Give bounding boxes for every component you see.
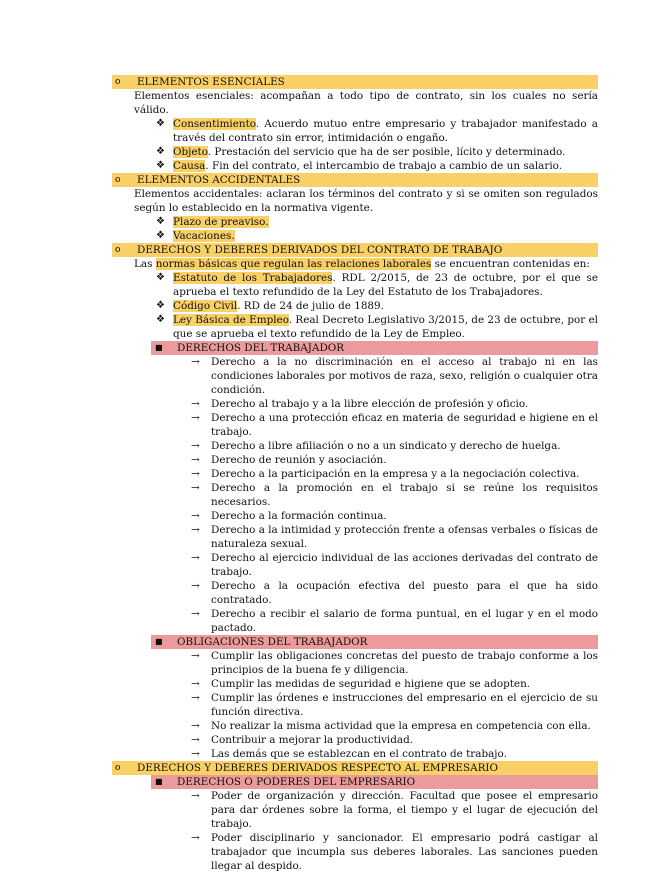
item-text: Derecho de reunión y asociación. xyxy=(211,454,387,466)
section-title: DERECHOS Y DEBERES DERIVADOS DEL CONTRATO DE TRABAJO xyxy=(137,244,503,256)
item-text: . Acuerdo mutuo entre empresario y trabajador manifestado a través del contrato sin error, intimidación o engaño. xyxy=(173,118,598,144)
item-text: . Real Decreto Legislativo 3/2015, de 23 de octubre, por el que se aprueba el texto refundido de la Ley de Empleo. xyxy=(173,314,599,340)
arrow-right-icon: → xyxy=(191,580,200,592)
highlighted-term: Código Civil xyxy=(173,300,238,312)
diamond-bullet-icon: ❖ xyxy=(156,314,165,325)
item-text: Derecho a la no discriminación en el acceso al trabajo ni en las condiciones laborales por motivos de raza, sexo, religión o cualquier otra condición. xyxy=(211,356,598,396)
subsection-title: DERECHOS O PODERES DEL EMPRESARIO xyxy=(177,776,416,788)
section-title: DERECHOS Y DEBERES DERIVADOS RESPECTO AL EMPRESARIO xyxy=(137,762,499,774)
section-title: ELEMENTOS ESENCIALES xyxy=(137,76,285,88)
subsection-heading xyxy=(151,341,598,355)
item-text: Derecho al ejercicio individual de las acciones derivadas del contrato de trabajo. xyxy=(211,552,598,578)
item-text: Derecho a la ocupación efectiva del puesto para el que ha sido contratado. xyxy=(211,580,598,606)
highlighted-term: Estatuto de los Trabajadores xyxy=(173,272,333,284)
item-text: Derecho a la formación continua. xyxy=(211,510,387,522)
diamond-bullet-icon: ❖ xyxy=(156,300,165,311)
arrow-right-icon: → xyxy=(191,608,200,620)
section-heading xyxy=(112,243,598,257)
arrow-list-item xyxy=(191,579,598,607)
arrow-list-item xyxy=(191,453,598,467)
paragraph-text: se encuentran contenidas en: xyxy=(431,258,590,270)
section-heading xyxy=(112,761,598,775)
arrow-list-item xyxy=(191,509,598,523)
arrow-list-item xyxy=(191,719,598,733)
paragraph-text: Las xyxy=(134,258,156,270)
arrow-right-icon: → xyxy=(191,440,200,452)
arrow-list-item xyxy=(191,831,598,873)
circle-bullet-icon: o xyxy=(115,77,121,87)
paragraph: Elementos esenciales: acompañan a todo tipo de contrato, sin los cuales no sería válido. xyxy=(134,90,598,116)
arrow-right-icon: → xyxy=(191,734,200,746)
list-item xyxy=(156,215,598,229)
item-text: No realizar la misma actividad que la empresa en competencia con ella. xyxy=(211,720,591,732)
arrow-right-icon: → xyxy=(191,552,200,564)
circle-bullet-icon: o xyxy=(115,763,121,773)
item-text: Cumplir las medidas de seguridad e higiene que se adopten. xyxy=(211,678,531,690)
item-text: Poder de organización y dirección. Facultad que posee el empresario para dar órdenes sobre la forma, el tiempo y el lugar de ejecución del trabajo. xyxy=(211,790,598,830)
list-item xyxy=(156,159,598,173)
item-text: Derecho al trabajo y a la libre elección de profesión y oficio. xyxy=(211,398,529,410)
arrow-list-item xyxy=(191,733,598,747)
list-item xyxy=(156,299,598,313)
highlighted-term: Ley Básica de Empleo xyxy=(173,314,289,326)
item-text: Poder disciplinario y sancionador. El empresario podrá castigar al trabajador que incumpla sus deberes laborales. Las sanciones pueden llegar al despido. xyxy=(211,832,598,872)
item-text: Las demás que se establezcan en el contrato de trabajo. xyxy=(211,748,507,760)
arrow-right-icon: → xyxy=(191,482,200,494)
highlighted-term: Consentimiento xyxy=(173,118,256,130)
list-item xyxy=(156,313,598,341)
list-item xyxy=(156,117,598,145)
diamond-bullet-icon: ❖ xyxy=(156,118,165,129)
highlighted-term: normas básicas que regulan las relaciones laborales xyxy=(155,258,432,270)
item-text: Cumplir las órdenes e instrucciones del empresario en el ejercicio de su función directiva. xyxy=(211,692,598,718)
arrow-right-icon: → xyxy=(191,356,200,368)
diamond-bullet-icon: ❖ xyxy=(156,216,165,227)
square-bullet-icon: ■ xyxy=(155,777,163,786)
item-text: Cumplir las obligaciones concretas del puesto de trabajo conforme a los principios de la buena fe y diligencia. xyxy=(211,650,598,676)
section-title: ELEMENTOS ACCIDENTALES xyxy=(137,174,301,186)
arrow-right-icon: → xyxy=(191,510,200,522)
arrow-list-item xyxy=(191,523,598,551)
item-text: Derecho a la promoción en el trabajo si se reúne los requisitos necesarios. xyxy=(211,482,598,508)
arrow-list-item xyxy=(191,691,598,719)
arrow-list-item xyxy=(191,397,598,411)
list-item xyxy=(156,271,598,299)
document-page xyxy=(0,75,655,873)
arrow-right-icon: → xyxy=(191,650,200,662)
diamond-bullet-icon: ❖ xyxy=(156,160,165,171)
section-heading xyxy=(112,173,598,187)
item-text: Contribuir a mejorar la productividad. xyxy=(211,734,414,746)
arrow-right-icon: → xyxy=(191,748,200,760)
item-text: Derecho a la intimidad y protección frente a ofensas verbales o físicas de naturaleza sexual. xyxy=(211,524,598,550)
arrow-right-icon: → xyxy=(191,790,200,802)
highlighted-term: Objeto xyxy=(173,146,208,158)
item-text: Derecho a recibir el salario de forma puntual, en el lugar y en el modo pactado. xyxy=(211,608,598,634)
subsection-title: OBLIGACIONES DEL TRABAJADOR xyxy=(177,636,368,648)
highlighted-term: Causa xyxy=(173,160,206,172)
arrow-list-item xyxy=(191,789,598,831)
square-bullet-icon: ■ xyxy=(155,637,163,646)
item-text: . RDL 2/2015, de 23 de octubre, por el que se aprueba el texto refundido de la Ley del Estatuto de los Trabajadores. xyxy=(173,272,599,298)
arrow-right-icon: → xyxy=(191,454,200,466)
derechos-list xyxy=(0,355,655,635)
arrow-list-item xyxy=(191,467,598,481)
arrow-right-icon: → xyxy=(191,524,200,536)
circle-bullet-icon: o xyxy=(115,245,121,255)
item-text: Derecho a libre afiliación o no a un sindicato y derecho de huelga. xyxy=(211,440,561,452)
circle-bullet-icon: o xyxy=(115,175,121,185)
arrow-list-item xyxy=(191,649,598,677)
highlighted-term: Plazo de preaviso. xyxy=(173,216,269,228)
item-text: . Prestación del servicio que ha de ser posible, lícito y determinado. xyxy=(207,146,566,158)
list-item xyxy=(156,145,598,159)
arrow-list-item xyxy=(191,439,598,453)
diamond-bullet-icon: ❖ xyxy=(156,272,165,283)
subsection-title: DERECHOS DEL TRABAJADOR xyxy=(177,342,345,354)
arrow-right-icon: → xyxy=(191,832,200,844)
item-text: Derecho a una protección eficaz en materia de seguridad e higiene en el trabajo. xyxy=(211,412,598,438)
paragraph: Elementos accidentales: aclaran los términos del contrato y si se omiten son regulados según lo establecido en la normativa vigente. xyxy=(134,188,598,214)
arrow-list-item xyxy=(191,677,598,691)
obligaciones-list xyxy=(0,649,655,761)
arrow-right-icon: → xyxy=(191,720,200,732)
section-heading xyxy=(112,75,598,89)
item-text: . RD de 24 de julio de 1889. xyxy=(237,300,384,312)
highlighted-term: Vacaciones. xyxy=(173,230,235,242)
arrow-right-icon: → xyxy=(191,412,200,424)
arrow-list-item xyxy=(191,411,598,439)
arrow-list-item xyxy=(191,747,598,761)
arrow-right-icon: → xyxy=(191,692,200,704)
subsection-heading xyxy=(151,635,598,649)
item-text: Derecho a la participación en la empresa y a la negociación colectiva. xyxy=(211,468,580,480)
arrow-list-item xyxy=(191,607,598,635)
list-item xyxy=(156,229,598,243)
arrow-list-item xyxy=(191,355,598,397)
arrow-right-icon: → xyxy=(191,468,200,480)
item-text: . Fin del contrato, el intercambio de trabajo a cambio de un salario. xyxy=(205,160,563,172)
diamond-bullet-icon: ❖ xyxy=(156,230,165,241)
paragraph xyxy=(134,257,598,271)
arrow-list-item xyxy=(191,551,598,579)
subsection-heading xyxy=(151,775,598,789)
diamond-bullet-icon: ❖ xyxy=(156,146,165,157)
poderes-list xyxy=(0,789,655,873)
arrow-right-icon: → xyxy=(191,398,200,410)
arrow-right-icon: → xyxy=(191,678,200,690)
arrow-list-item xyxy=(191,481,598,509)
square-bullet-icon: ■ xyxy=(155,343,163,352)
